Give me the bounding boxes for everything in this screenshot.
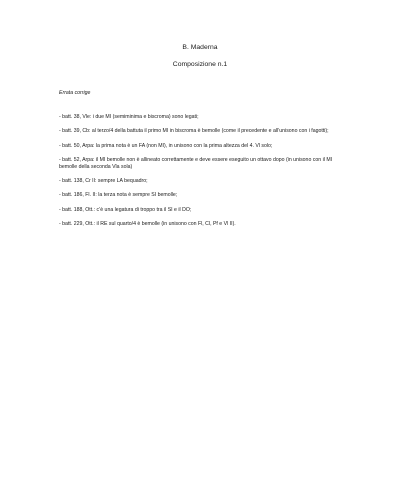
errata-subtitle: Errata corrige xyxy=(59,90,91,96)
errata-item: - batt. 38, Vle: i due MI (semiminima e biscroma) sono legati; xyxy=(59,114,199,120)
author-heading: B. Maderna xyxy=(182,44,218,51)
errata-item: - batt. 138, Cr II: sempre LA bequadro; xyxy=(59,178,148,185)
errata-item: - batt. 52, Arpa: il MI bemolle non è allineato correttamente e deve essere eseguito un ottavo dopo (in unisono con il MI bemolle della seconda Vla sola) xyxy=(59,156,333,170)
document-title: Composizione n.1 xyxy=(172,61,228,68)
errata-item: - batt. 186, Fl. II: la terza nota è sempre SI bemolle; xyxy=(59,192,178,199)
errata-list xyxy=(59,114,349,235)
errata-item: - batt. 229, Ott.: il RE sul quarto/4 è bemolle (in unisono con Fl, Cl, Pf e Vl II). xyxy=(59,221,236,228)
errata-item: - batt. 39, Cb: al terzo/4 della battuta il primo MI in biscroma è bemolle (come il precedente e all’unisono con i fagotti); xyxy=(59,128,329,135)
errata-item: - batt. 50, Arpa: la prima nota è un FA (non MI), in unisono con la prima altezza del 4. Vl solo; xyxy=(59,142,273,149)
errata-item: - batt. 188, Ott.: c’è una legatura di troppo tra il SI e il DO; xyxy=(59,206,192,213)
